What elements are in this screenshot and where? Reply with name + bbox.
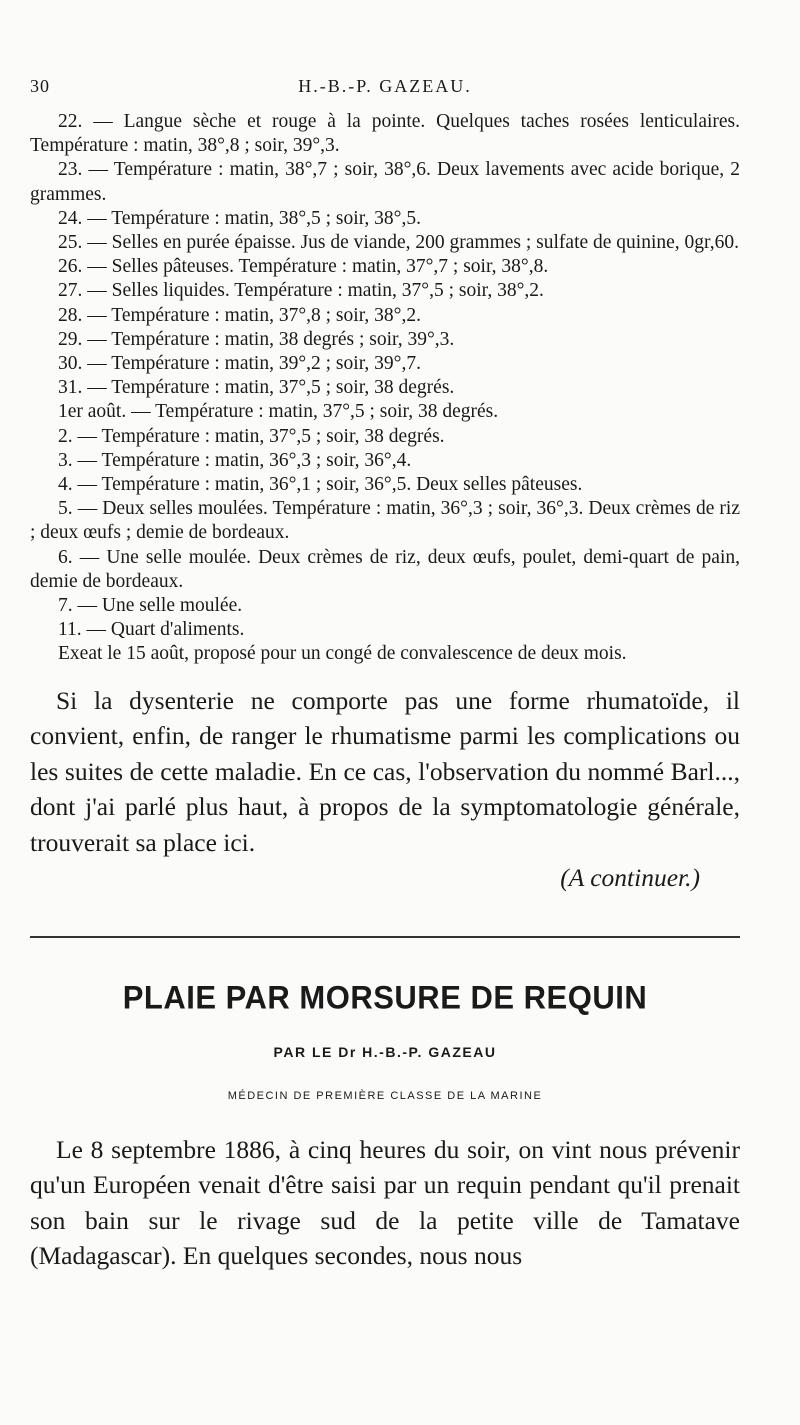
entry-aout-1: 1er août. — Température : matin, 37°,5 ; soir, 38 degrés. (58, 401, 499, 423)
continuation-note: (A continuer.) (560, 863, 700, 893)
entry-aout-4: 4. — Température : matin, 36°,1 ; soir, 36°,5. Deux selles pâteuses. (58, 474, 583, 496)
entry-aout-5: 5. — Deux selles moulées. Température : matin, 36°,3 ; soir, 36°,3. Deux crèmes de riz ; deux œufs ; demie de bordeaux. (30, 498, 740, 544)
entry-aout-11: 11. — Quart d'aliments. (58, 619, 245, 641)
entry-25: 25. — Selles en purée épaisse. Jus de viande, 200 grammes ; sulfate de quinine, 0gr,60. (58, 232, 740, 254)
entry-27: 27. — Selles liquides. Température : matin, 37°,5 ; soir, 38°,2. (58, 280, 544, 302)
page-header (30, 70, 740, 104)
entry-23: 23. — Température : matin, 38°,7 ; soir, 38°,6. Deux lavements avec acide borique, 2 grammes. (30, 159, 740, 205)
section-divider (30, 936, 740, 938)
entry-30: 30. — Température : matin, 39°,2 ; soir, 39°,7. (58, 353, 421, 375)
entry-31: 31. — Température : matin, 37°,5 ; soir, 38 degrés. (58, 377, 455, 399)
entry-26: 26. — Selles pâteuses. Température : matin, 37°,7 ; soir, 38°,8. (58, 256, 549, 278)
observation-entries (30, 110, 740, 667)
entry-aout-6: 6. — Une selle moulée. Deux crèmes de riz, deux œufs, poulet, demi-quart de pain, demie de bordeaux. (30, 546, 740, 592)
entry-aout-2: 2. — Température : matin, 37°,5 ; soir, 38 degrés. (58, 425, 445, 447)
entry-aout-7: 7. — Une selle moulée. (58, 595, 243, 617)
author-role: MÉDECIN DE PREMIÈRE CLASSE DE LA MARINE (227, 1089, 543, 1102)
entry-24: 24. — Température : matin, 38°,5 ; soir, 38°,5. (58, 207, 421, 229)
body-paragraph: Si la dysenterie ne comporte pas une forme rhumatoïde, il convient, enfin, de ranger le rhumatisme parmi les complications ou les suites de cette maladie. En ce cas, l'observation du nommé Barl..., dont j'ai parlé plus haut, à propos de la symptomatologie générale, trouverait sa place ici. (30, 685, 740, 857)
body-text (30, 683, 740, 896)
article-lead (30, 1132, 740, 1274)
lead-paragraph: Le 8 septembre 1886, à cinq heures du soir, on vint nous prévenir qu'un Européen venait d'être saisi par un requin pendant qu'il prenait son bain sur le rivage sud de la petite ville de Tamatave (Madagascar). En quelques secondes, nous nous (30, 1134, 740, 1271)
running-head: H.-B.-P. GAZEAU. (298, 76, 472, 96)
entry-28: 28. — Température : matin, 37°,8 ; soir, 38°,2. (58, 304, 421, 326)
entry-aout-3: 3. — Température : matin, 36°,3 ; soir, 36°,4. (58, 449, 412, 471)
page-number: 30 (30, 76, 50, 96)
article-title: PLAIE PAR MORSURE DE REQUIN (122, 978, 648, 1016)
article-byline: PAR LE Dr H.-B.-P. GAZEAU (273, 1043, 497, 1060)
entry-29: 29. — Température : matin, 38 degrés ; soir, 39°,3. (58, 328, 455, 350)
entry-22: 22. — Langue sèche et rouge à la pointe. Quelques taches rosées lenticulaires. Température : matin, 38°,8 ; soir, 39°,3. (30, 111, 740, 157)
book-page (30, 70, 740, 1274)
entry-exeat: Exeat le 15 août, proposé pour un congé de convalescence de deux mois. (58, 643, 627, 665)
